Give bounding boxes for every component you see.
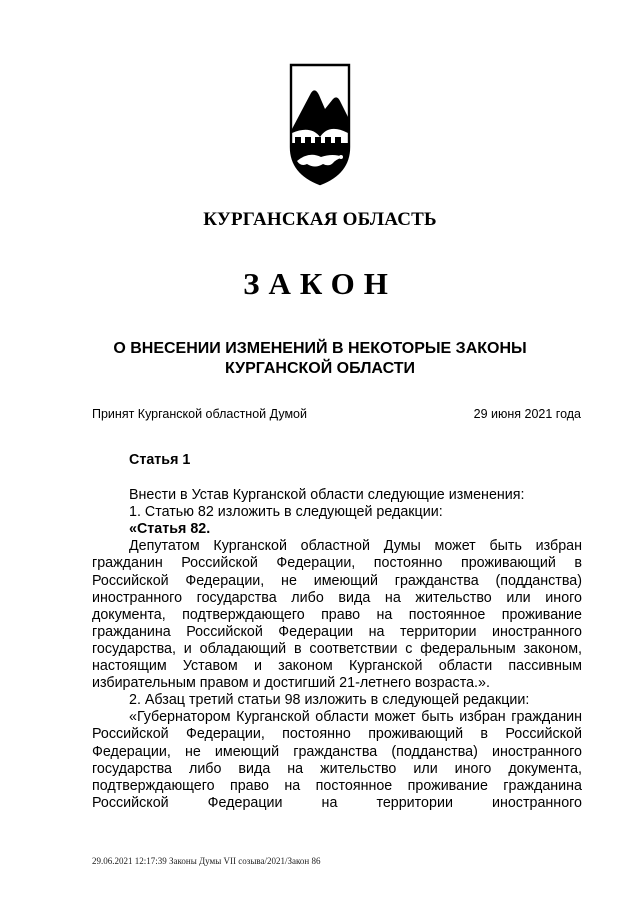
law-title: ЗАКОН [243, 266, 397, 301]
paragraph: 1. Статью 82 изложить в следующей редакции: [129, 504, 443, 521]
paragraph: «Губернатором Курганской области может быть избран гражданин Российской Федерации, постоянно проживающий в Российской Федерации, не имеющий гражданства (подданства) иностранного государства либо вида на жительство или иного документа, подтверждающего право на постоянное проживание гражданина Российской Федерации на территории иностранного [92, 709, 582, 811]
quoted-article-heading: «Статья 82. [129, 521, 211, 538]
coat-of-arms-icon [289, 63, 351, 186]
region-title: КУРГАНСКАЯ ОБЛАСТЬ [203, 209, 437, 230]
footer-stamp: 29.06.2021 12:17:39 Законы Думы VII созыва/2021/Закон 86 [92, 856, 321, 866]
law-subject-line-1: О ВНЕСЕНИИ ИЗМЕНЕНИЙ В НЕКОТОРЫЕ ЗАКОНЫ [113, 340, 527, 357]
paragraph: 2. Абзац третий статьи 98 изложить в следующей редакции: [129, 692, 530, 709]
adopted-date: 29 июня 2021 года [473, 407, 581, 421]
law-subject [60, 339, 580, 379]
paragraph: Депутатом Курганской областной Думы может быть избран гражданин Российской Федерации, постоянно проживающий в Российской Федерации, не имеющий гражданства (подданства) иностранного государства либо вида на жительство или иного документа, подтверждающего право на постоянное проживание гражданина Российской Федерации на территории иностранного государства, и обладающий в соответствии с федеральным законом, настоящим Уставом и законом Курганской области пассивным избирательным правом и достигший 21-летнего возраста.». [92, 538, 582, 692]
paragraph: Внести в Устав Курганской области следующие изменения: [129, 487, 525, 504]
law-subject-line-2: КУРГАНСКОЙ ОБЛАСТИ [224, 360, 416, 377]
law-body [92, 452, 582, 812]
adopted-by: Принят Курганской областной Думой [92, 407, 307, 421]
article-heading: Статья 1 [129, 452, 191, 468]
